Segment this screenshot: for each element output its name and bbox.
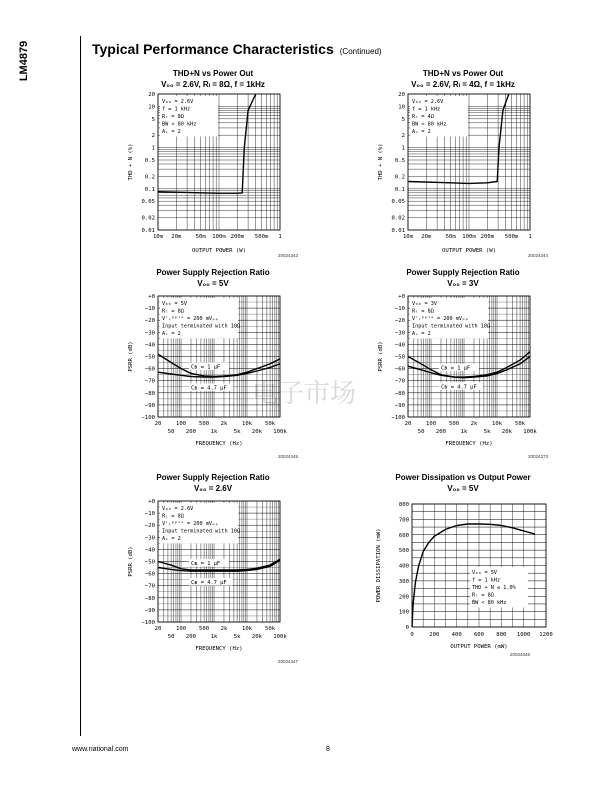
- x-tick-label: 0: [410, 632, 414, 638]
- y-tick-label: −10: [394, 306, 405, 313]
- y-tick-label: −20: [144, 318, 155, 325]
- x-tick-label: 1: [528, 234, 532, 240]
- x-tick-label: 500m: [504, 234, 519, 240]
- y-tick-label: 200: [398, 594, 409, 601]
- condition-text: Aᵥ = 2: [162, 129, 181, 135]
- x-tick-label: 50: [167, 634, 175, 640]
- y-tick-label: −70: [144, 583, 155, 590]
- y-tick-label: −50: [144, 559, 155, 566]
- x-tick-label: 200: [435, 429, 447, 435]
- series-label: Cʙ = 1 µF: [190, 560, 221, 567]
- x-axis-label: OUTPUT POWER (W): [442, 248, 496, 254]
- psrr-2-6v-chart: [120, 472, 306, 672]
- series-label: Cʙ = 1 µF: [190, 364, 221, 371]
- x-tick-label: 200m: [230, 234, 245, 240]
- y-tick-label: 0.05: [391, 199, 405, 206]
- chart-title: THD+N vs Power Out: [172, 69, 254, 78]
- y-tick-label: 2: [401, 133, 405, 140]
- x-tick-label: 1k: [210, 634, 218, 640]
- y-tick-label: 20: [398, 92, 405, 98]
- series-label: Cʙ = 4.7 µF: [440, 384, 477, 391]
- x-tick-label: 800: [496, 632, 507, 638]
- y-tick-label: +0: [398, 294, 405, 300]
- y-axis-label: POWER DISSIPATION (mW): [376, 528, 382, 603]
- y-tick-label: 10: [398, 104, 405, 111]
- y-tick-label: −30: [144, 535, 155, 542]
- x-tick-label: 20: [154, 626, 162, 632]
- continued-note: (Continued): [339, 47, 382, 56]
- chart-title: Power Supply Rejection Ratio: [406, 268, 520, 277]
- x-tick-label: 500: [199, 421, 210, 427]
- x-tick-label: 100k: [273, 634, 287, 640]
- x-tick-label: 50m: [445, 234, 456, 240]
- y-tick-label: −50: [394, 354, 405, 361]
- y-tick-label: 20: [148, 92, 155, 98]
- condition-text: Rₗ = 8Ω: [162, 114, 184, 120]
- x-tick-label: 100: [175, 421, 187, 427]
- condition-text: Rₗ = 4Ω: [412, 114, 434, 120]
- y-tick-label: 2: [151, 133, 155, 140]
- chart-subtitle: V₀₀ = 5V: [447, 484, 479, 493]
- x-tick-label: 20: [154, 421, 162, 427]
- chart-svg: [370, 287, 556, 475]
- y-tick-label: 400: [398, 563, 409, 570]
- thd-vs-power-8ohm-chart: [120, 68, 306, 268]
- x-axis-label: FREQUENCY (Hz): [195, 646, 243, 652]
- x-tick-label: 200: [429, 632, 440, 638]
- x-tick-label: 20k: [501, 429, 513, 435]
- y-tick-label: −20: [144, 523, 155, 530]
- y-tick-label: −60: [144, 571, 155, 578]
- psrr-3v-chart: [370, 267, 556, 467]
- condition-text: Rₗ = 8Ω: [162, 513, 184, 520]
- condition-text: Input terminated with 10Ω: [162, 528, 241, 535]
- chart-svg: [370, 88, 556, 276]
- x-tick-label: 500: [449, 421, 460, 427]
- figure-ref: 20024347: [278, 659, 299, 664]
- figure-ref: 20024343: [278, 253, 299, 258]
- x-tick-label: 500m: [254, 234, 269, 240]
- condition-text: BW < 80 kHz: [472, 600, 507, 606]
- y-tick-label: 0.01: [391, 228, 405, 234]
- x-tick-label: 20m: [171, 234, 182, 240]
- y-tick-label: +0: [148, 294, 155, 300]
- chart-title: THD+N vs Power Out: [422, 69, 504, 78]
- y-tick-label: −40: [144, 547, 155, 554]
- condition-text: THD + N ≤ 1.0%: [472, 585, 516, 591]
- x-tick-label: 5k: [233, 634, 241, 640]
- x-tick-label: 100: [175, 626, 187, 632]
- y-tick-label: 500: [398, 548, 409, 555]
- x-axis-label: OUTPUT POWER (mW): [450, 644, 508, 650]
- x-tick-label: 10k: [491, 421, 503, 427]
- y-tick-label: 0.01: [141, 228, 155, 234]
- section-title: Typical Performance Characteristics: [92, 41, 334, 57]
- condition-text: f = 1 kHz: [412, 106, 441, 113]
- condition-text: Aᵥ = 2: [162, 536, 181, 542]
- condition-text: Aᵥ = 2: [162, 331, 181, 337]
- y-tick-label: 1: [151, 145, 155, 152]
- condition-text: Rₗ = 8Ω: [162, 308, 184, 315]
- chart-subtitle: V₀₀ = 2.6V: [193, 484, 233, 493]
- chart-title: Power Dissipation vs Output Power: [395, 473, 531, 482]
- y-tick-label: 0.2: [144, 174, 155, 181]
- y-tick-label: −90: [144, 607, 155, 614]
- x-tick-label: 10k: [241, 421, 253, 427]
- y-tick-label: −60: [144, 366, 155, 373]
- condition-text: Vʳᵢᵖᵖˡᵉ = 200 mVₚₚ: [412, 316, 469, 322]
- x-axis-label: FREQUENCY (Hz): [195, 441, 243, 447]
- condition-text: V₀₀ = 2.6V: [412, 99, 444, 105]
- y-tick-label: 0.1: [394, 186, 405, 193]
- y-tick-label: −70: [144, 378, 155, 385]
- y-tick-label: −10: [144, 306, 155, 313]
- y-axis-label: PSRR (dB): [128, 341, 134, 372]
- y-tick-label: 5: [401, 116, 405, 123]
- y-tick-label: 100: [398, 609, 409, 616]
- x-tick-label: 50: [417, 429, 425, 435]
- chart-subtitle: V₀₀ = 5V: [197, 279, 229, 288]
- psrr-5v-chart: [120, 267, 306, 467]
- x-tick-label: 50k: [265, 421, 276, 427]
- condition-text: Input terminated with 10Ω: [162, 323, 241, 330]
- y-tick-label: −10: [144, 511, 155, 518]
- y-tick-label: −40: [144, 342, 155, 349]
- y-axis-label: PSRR (dB): [378, 341, 384, 372]
- y-tick-label: 0.5: [144, 158, 155, 165]
- condition-text: Input terminated with 10Ω: [412, 323, 491, 330]
- x-tick-label: 1200: [539, 632, 553, 638]
- y-tick-label: 0.2: [394, 174, 405, 181]
- x-tick-label: 50k: [515, 421, 526, 427]
- x-tick-label: 1000: [516, 632, 531, 638]
- x-tick-label: 1k: [460, 429, 468, 435]
- condition-text: Aᵥ = 2: [412, 331, 431, 337]
- x-tick-label: 100m: [212, 234, 226, 240]
- x-tick-label: 600: [473, 632, 485, 638]
- y-tick-label: +0: [148, 499, 155, 505]
- y-tick-label: −30: [394, 330, 405, 337]
- x-tick-label: 2k: [470, 421, 478, 427]
- x-tick-label: 200: [185, 634, 197, 640]
- y-tick-label: 0.05: [141, 199, 155, 206]
- y-tick-label: 0.1: [144, 186, 155, 193]
- x-tick-label: 1k: [210, 429, 218, 435]
- figure-ref: 20024344: [528, 253, 549, 258]
- x-tick-label: 5k: [233, 429, 241, 435]
- x-tick-label: 100: [425, 421, 437, 427]
- x-tick-label: 20k: [251, 429, 263, 435]
- series-label: Cʙ = 1 µF: [440, 365, 471, 372]
- x-tick-label: 400: [451, 632, 462, 638]
- y-tick-label: 800: [398, 502, 409, 508]
- y-tick-label: 0: [405, 625, 409, 631]
- chart-svg: [120, 88, 306, 276]
- page-number: 8: [326, 746, 330, 753]
- series-label: Cʙ = 4.7 µF: [190, 580, 227, 587]
- x-tick-label: 200: [185, 429, 197, 435]
- condition-text: V₀₀ = 5V: [472, 570, 497, 576]
- x-axis-label: FREQUENCY (Hz): [445, 441, 493, 447]
- condition-text: V₀₀ = 5V: [162, 301, 187, 307]
- part-number-label: LM4879: [18, 40, 31, 82]
- x-tick-label: 1: [278, 234, 282, 240]
- y-tick-label: −90: [144, 402, 155, 409]
- chart-title: Power Supply Rejection Ratio: [156, 473, 270, 482]
- watermark: 电子市场: [252, 379, 357, 409]
- y-tick-label: −70: [394, 378, 405, 385]
- condition-text: Aᵥ = 2: [412, 129, 431, 135]
- y-tick-label: 0.5: [394, 158, 405, 165]
- chart-subtitle: V₀₀ = 3V: [447, 279, 479, 288]
- condition-text: V₀₀ = 2.6V: [162, 506, 194, 512]
- y-axis-label: THD + N (%): [128, 143, 134, 181]
- y-tick-label: 300: [398, 578, 409, 585]
- x-tick-label: 50: [167, 429, 175, 435]
- x-tick-label: 100k: [523, 429, 537, 435]
- y-tick-label: 10: [148, 104, 155, 111]
- figure-ref: 20024346: [510, 652, 531, 657]
- y-tick-label: −80: [144, 390, 155, 397]
- power-dissipation-chart: [370, 472, 556, 672]
- chart-title: Power Supply Rejection Ratio: [156, 268, 270, 277]
- y-tick-label: 5: [151, 116, 155, 123]
- chart-svg: [120, 492, 306, 680]
- condition-text: BW < 80 kHz: [162, 121, 197, 128]
- condition-text: V₀₀ = 3V: [412, 301, 437, 307]
- thd-vs-power-4ohm-chart: [370, 68, 556, 268]
- condition-text: f = 1 kHz: [162, 106, 191, 113]
- y-tick-label: −100: [141, 415, 155, 421]
- x-tick-label: 10m: [402, 234, 414, 240]
- chart-subtitle: V₀₀ = 2.6V, Rₗ = 8Ω, f = 1kHz: [161, 80, 265, 89]
- x-tick-label: 10k: [241, 626, 253, 632]
- x-tick-label: 50k: [265, 626, 276, 632]
- chart-svg: [120, 287, 306, 475]
- y-tick-label: −100: [141, 620, 155, 626]
- condition-text: Vʳᵢᵖᵖˡᵉ = 200 mVₚₚ: [162, 316, 219, 322]
- x-tick-label: 500: [199, 626, 210, 632]
- y-tick-label: −30: [144, 330, 155, 337]
- condition-text: BW < 80 kHz: [412, 121, 447, 128]
- condition-text: Vʳᵢᵖᵖˡᵉ = 200 mVₚₚ: [162, 521, 219, 527]
- figure-ref: 20024345: [278, 454, 299, 459]
- condition-text: V₀₀ = 2.6V: [162, 99, 194, 105]
- y-tick-label: −40: [394, 342, 405, 349]
- condition-text: Rₗ = 8Ω: [472, 592, 494, 599]
- condition-text: f = 1 kHz: [472, 577, 501, 584]
- x-tick-label: 20m: [421, 234, 432, 240]
- y-tick-label: 1: [401, 145, 405, 152]
- x-tick-label: 200m: [480, 234, 495, 240]
- x-tick-label: 2k: [220, 626, 228, 632]
- y-tick-label: −80: [394, 390, 405, 397]
- footer-website: www.national.com: [72, 746, 129, 753]
- y-tick-label: −20: [394, 318, 405, 325]
- y-tick-label: −50: [144, 354, 155, 361]
- x-tick-label: 10m: [152, 234, 164, 240]
- y-tick-label: 0.02: [141, 215, 155, 222]
- x-tick-label: 2k: [220, 421, 228, 427]
- y-tick-label: −100: [391, 415, 405, 421]
- x-tick-label: 20k: [251, 634, 263, 640]
- y-axis-label: THD + N (%): [378, 143, 384, 181]
- y-tick-label: 600: [398, 532, 409, 539]
- y-tick-label: 0.02: [391, 215, 405, 222]
- chart-subtitle: V₀₀ = 2.6V, Rₗ = 4Ω, f = 1kHz: [411, 80, 515, 89]
- condition-text: Rₗ = 8Ω: [412, 308, 434, 315]
- x-tick-label: 20: [404, 421, 412, 427]
- x-tick-label: 5k: [483, 429, 491, 435]
- series-label: Cʙ = 4.7 µF: [190, 385, 227, 392]
- section-heading: [92, 41, 382, 57]
- y-tick-label: −80: [144, 595, 155, 602]
- y-axis-label: PSRR (dB): [128, 546, 134, 577]
- x-tick-label: 100k: [273, 429, 287, 435]
- x-axis-label: OUTPUT POWER (W): [192, 248, 246, 254]
- x-tick-label: 100m: [462, 234, 476, 240]
- x-tick-label: 50m: [195, 234, 206, 240]
- figure-ref: 20024373: [528, 454, 549, 459]
- y-tick-label: 700: [398, 517, 409, 524]
- y-tick-label: −90: [394, 402, 405, 409]
- y-tick-label: −60: [394, 366, 405, 373]
